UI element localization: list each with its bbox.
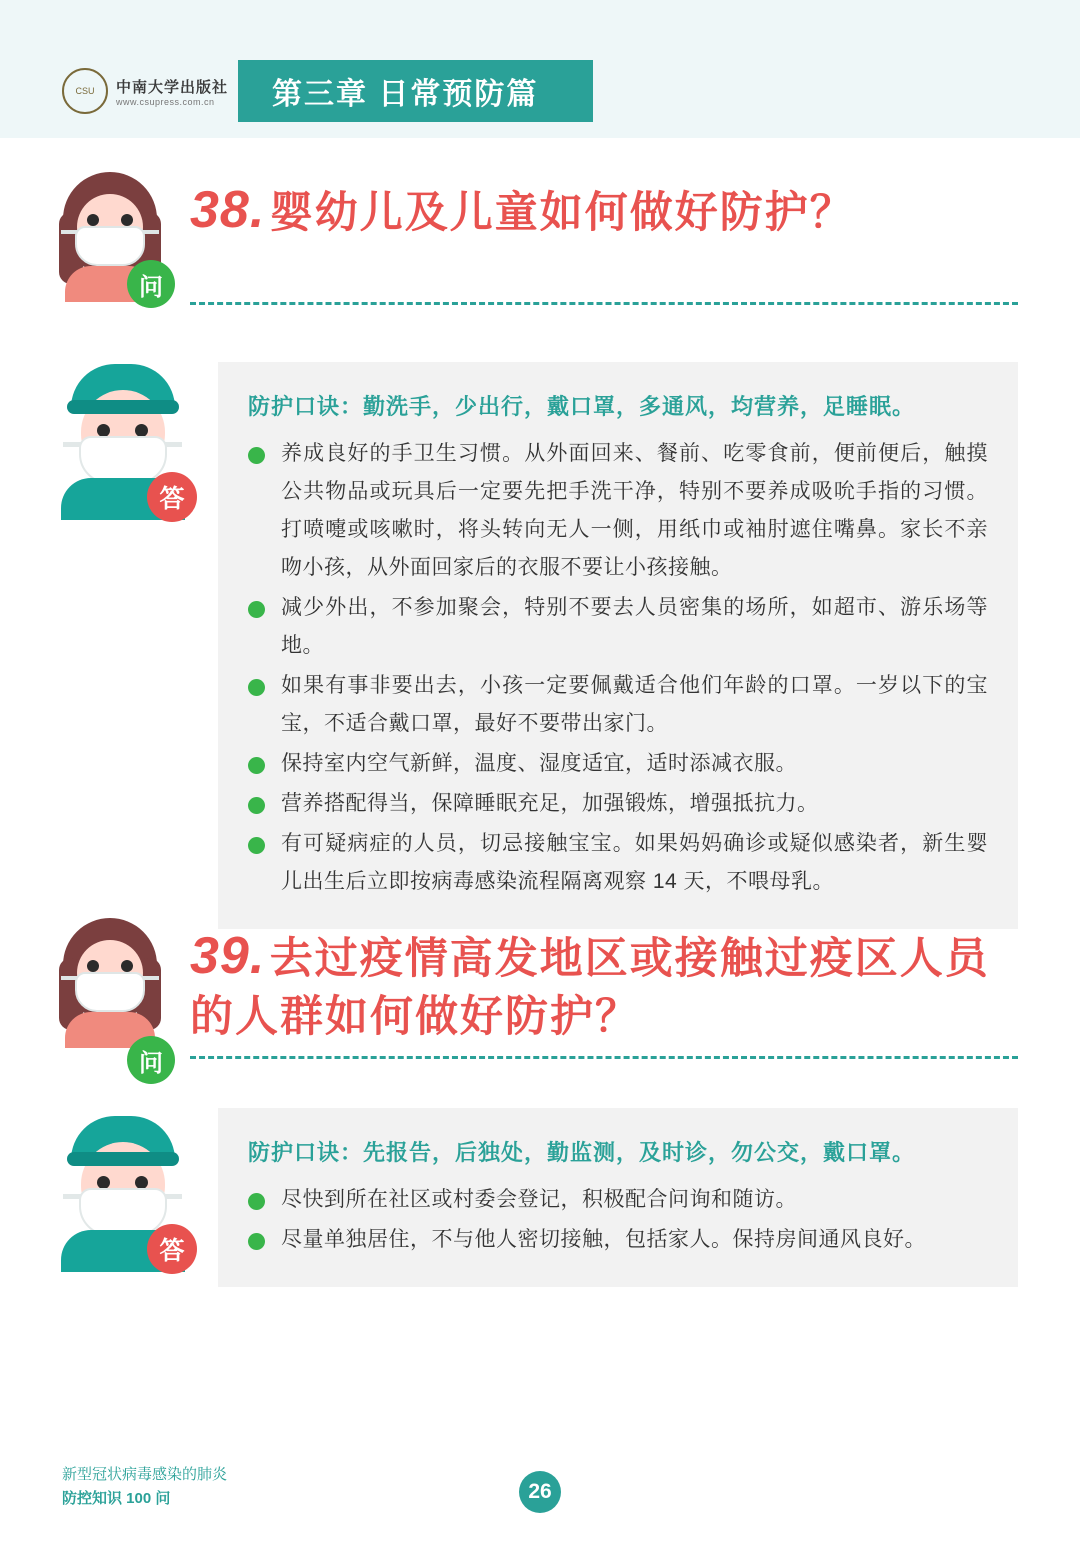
face-mask-icon: [79, 1188, 167, 1236]
bullet-icon: [248, 447, 265, 464]
answer-item-text: 尽快到所在社区或村委会登记，积极配合问询和随访。: [281, 1188, 797, 1211]
publisher-url: www.csupress.com.cn: [116, 96, 215, 107]
questioner-avatar-38: [55, 172, 165, 302]
answer-item-text: 如果有事非要出去，小孩一定要佩戴适合他们年龄的口罩。一岁以下的宝宝，不适合戴口罩，最好不要带出家门。: [281, 674, 988, 735]
answer-item: [248, 825, 988, 901]
question-badge-39: [127, 1036, 175, 1084]
eye-right-icon: [121, 214, 133, 226]
question-number-38: 38.: [190, 181, 266, 239]
answer-item: [248, 435, 988, 587]
girl-illustration: [55, 918, 165, 1048]
question-badge-label: 问: [139, 273, 163, 301]
answer-badge-label: 答: [159, 1237, 185, 1265]
cap-band-icon: [67, 1152, 179, 1166]
answer-item: [248, 745, 988, 783]
answer-motto-38: 防护口诀：勤洗手，少出行，戴口罩，多通风，均营养，足睡眠。: [248, 394, 916, 419]
publisher-name: 中南大学出版社: [116, 78, 229, 96]
answer-item: [248, 785, 988, 823]
question-text-39: 去过疫情高发地区或接触过疫区人员的人群如何做好防护？: [190, 935, 990, 1041]
divider-38: [190, 302, 1018, 305]
seal-label: CSU: [75, 85, 95, 96]
question-title-38: [190, 180, 1020, 242]
answer-motto-39: 防护口诀：先报告，后独处，勤监测，及时诊，勿公交，戴口罩。: [248, 1140, 916, 1165]
answer-item-text: 营养搭配得当，保障睡眠充足，加强锻炼，增强抵抗力。: [281, 792, 819, 815]
answer-item-text: 保持室内空气新鲜，温度、湿度适宜，适时添减衣服。: [281, 752, 797, 775]
answer-badge-label: 答: [159, 485, 185, 513]
chapter-tab: [238, 60, 593, 122]
publisher-logo: [62, 68, 228, 114]
bullet-icon: [248, 797, 265, 814]
bullet-icon: [248, 601, 265, 618]
mask-band-right-icon: [143, 230, 159, 234]
divider-39: [190, 1056, 1018, 1059]
bullet-icon: [248, 757, 265, 774]
face-mask-icon: [75, 226, 145, 266]
answer-item: [248, 1221, 988, 1259]
face-mask-icon: [79, 436, 167, 484]
answer-panel-38: [218, 362, 1018, 929]
answer-item-text: 有可疑病症的人员，切忌接触宝宝。如果妈妈确诊或疑似感染者，新生婴儿出生后立即按病毒感染流程隔离观察 14 天，不喂母乳。: [281, 832, 988, 893]
doctor-avatar-38: [55, 360, 190, 520]
answer-item: [248, 1181, 988, 1219]
publisher-seal-icon: [62, 68, 108, 114]
question-title-39: [190, 926, 1020, 1046]
answer-panel-39: [218, 1108, 1018, 1287]
bullet-icon: [248, 1233, 265, 1250]
question-badge-38: [127, 260, 175, 308]
publisher-text: [116, 76, 228, 107]
chapter-title: 第三章 日常预防篇: [272, 78, 539, 111]
page-number: 26: [528, 1480, 552, 1503]
eye-left-icon: [87, 214, 99, 226]
question-header-38: [0, 172, 1080, 312]
question-number-39: 39.: [190, 927, 266, 985]
bullet-icon: [248, 837, 265, 854]
answer-badge-39: [147, 1224, 197, 1274]
book-title-line1: 新型冠状病毒感染的肺炎: [62, 1466, 228, 1483]
doctor-avatar-39: [55, 1112, 190, 1272]
face-mask-icon: [75, 972, 145, 1012]
page-footer: [0, 1443, 1080, 1563]
questioner-avatar-39: [55, 918, 165, 1077]
eye-right-icon: [121, 960, 133, 972]
book-title-line2: 防控知识 100 问: [62, 1490, 171, 1507]
book-title: [62, 1463, 227, 1511]
answer-item-text: 尽量单独居住，不与他人密切接触，包括家人。保持房间通风良好。: [281, 1228, 926, 1251]
answer-badge-38: [147, 472, 197, 522]
question-badge-label: 问: [139, 1049, 163, 1077]
page-number-badge: [519, 1471, 561, 1513]
page-header: [0, 0, 1080, 150]
answer-item-text: 减少外出，不参加聚会，特别不要去人员密集的场所，如超市、游乐场等地。: [281, 596, 988, 657]
bullet-icon: [248, 1193, 265, 1210]
eye-left-icon: [87, 960, 99, 972]
bullet-icon: [248, 679, 265, 696]
cap-band-icon: [67, 400, 179, 414]
question-header-39: [0, 918, 1080, 1077]
question-text-38: 婴幼儿及儿童如何做好防护？: [269, 189, 855, 237]
answer-item: [248, 667, 988, 743]
answer-item: [248, 589, 988, 665]
answer-item-text: 养成良好的手卫生习惯。从外面回来、餐前、吃零食前，便前便后，触摸公共物品或玩具后一定要先把手洗干净，特别不要养成吸吮手指的习惯。打喷嚏或咳嗽时，将头转向无人一侧，用纸巾或袖肘遮住嘴鼻。家长不亲吻小孩，从外面回家后的衣服不要让小孩接触。: [281, 442, 988, 579]
mask-band-right-icon: [143, 976, 159, 980]
